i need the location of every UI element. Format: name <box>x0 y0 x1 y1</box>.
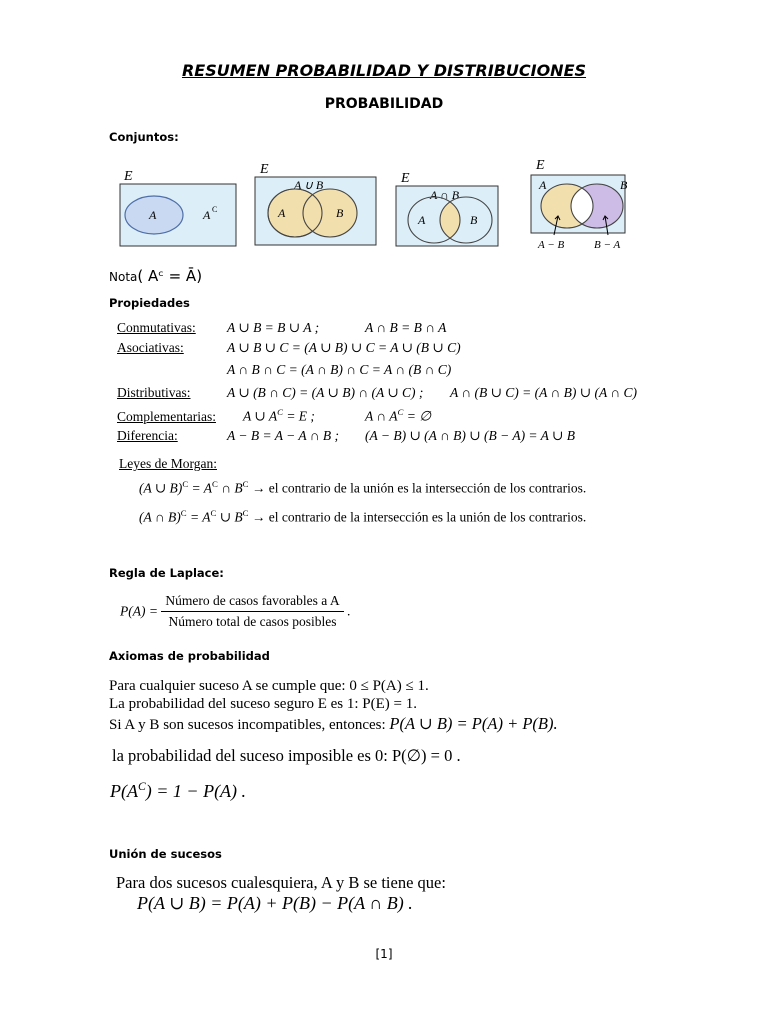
heading-laplace: Regla de Laplace: <box>109 566 224 580</box>
heading-axiomas: Axiomas de probabilidad <box>109 649 270 663</box>
universe-label: E <box>401 171 410 186</box>
laplace-end: . <box>347 603 351 619</box>
document-title: RESUMEN PROBABILIDAD Y DISTRIBUCIONES <box>181 61 587 80</box>
axioma-2: La probabilidad del suceso seguro E es 1: P(E) = 1. <box>109 696 417 712</box>
laplace-fraction <box>161 593 343 630</box>
venn-intersection <box>396 171 498 246</box>
heading-propiedades: Propiedades <box>109 296 190 310</box>
venn-difference <box>531 158 628 251</box>
prop-distributivas-f1: A ∪ (B ∩ C) = (A ∪ B) ∩ (A ∪ C) ; <box>227 385 424 400</box>
venn-complement <box>120 169 236 246</box>
morgan-law-2: (A ∩ $B)^C = A^C$ ∪ $B^C$ → el contrario de la intersección es la unión de los contrarios. <box>139 508 587 525</box>
heading-conjuntos: Conjuntos: <box>109 130 179 144</box>
prop-diferencia-name: Diferencia: <box>117 428 178 443</box>
prop-conmutativas-f1: A ∪ B = B ∪ A ; <box>227 320 320 335</box>
prop-asociativas-name: Asociativas: <box>117 340 184 355</box>
complement-sup: C <box>212 205 218 214</box>
union-formula: P(A ∪ B) = P(A) + P(B) − P(A ∩ B) . <box>137 893 413 913</box>
page-number: [1] <box>375 947 393 961</box>
b-minus-a-label: B − A <box>594 239 621 251</box>
prop-distributivas-name: Distributivas: <box>117 385 191 400</box>
prop-complementarias-f1: A ∪ $A^C = E$ ; <box>243 407 315 424</box>
laplace-lhs: P(A) = <box>120 603 158 619</box>
section-title: PROBABILIDAD <box>324 96 444 112</box>
set-b-label: B <box>336 206 344 220</box>
set-b-circle <box>303 189 357 237</box>
prop-conmutativas-name: Conmutativas: <box>117 320 196 335</box>
prop-complementarias-name: Complementarias: <box>117 409 216 424</box>
union-label: A ∪ B <box>294 178 324 192</box>
nota-formula: ( Aᶜ = Ā) <box>137 267 203 285</box>
laplace-numerator: Número de casos favorables a A <box>161 593 343 612</box>
union-text: Para dos sucesos cualesquiera, A y B se tiene que: <box>116 873 446 892</box>
prop-complementarias-f2: A ∩ $A^C$ = ∅ <box>365 407 431 424</box>
nota-prefix: Nota <box>109 270 138 284</box>
prop-conmutativas-f2: A ∩ B = B ∩ A <box>365 320 447 335</box>
axioma-3: Si A y B son sucesos incompatibles, entonces: P(A ∪ B) = P(A) + P(B). <box>109 714 558 733</box>
universe-label: E <box>536 158 545 173</box>
complement-label: A <box>203 208 211 222</box>
set-a-label: A <box>278 206 286 220</box>
laplace-denominator: Número total de casos posibles <box>168 614 337 629</box>
universe-label: E <box>260 162 269 177</box>
morgan-law-1: (A ∪ $B)^C = A^C$ ∩ $B^C$ → el contrario de la unión es la intersección de los contrarios. <box>139 479 587 496</box>
prop-diferencia-f2: (A − B) ∪ (A ∩ B) ∪ (B − A) = A ∪ B <box>365 428 575 443</box>
axioma-4: la probabilidad del suceso imposible es 0: P(∅) = 0 . <box>112 746 461 765</box>
heading-union: Unión de sucesos <box>109 847 222 861</box>
prop-diferencia-f1: A − B = A − A ∩ B ; <box>227 428 339 443</box>
set-b-label: B <box>620 178 628 192</box>
set-a-label: A <box>149 208 157 222</box>
axioma-5: $P(A^C) = 1 - P(A)$ . <box>110 780 247 801</box>
a-minus-b-label: A − B <box>538 239 565 251</box>
venn-diagrams <box>108 150 628 260</box>
universe-label: E <box>124 169 133 184</box>
nota <box>109 266 202 285</box>
laplace-formula <box>120 593 350 630</box>
venn-union <box>255 162 376 245</box>
axioma-1: Para cualquier suceso A se cumple que: 0 ≤ P(A) ≤ 1. <box>109 678 429 694</box>
intersection-label: A ∩ B <box>430 188 460 202</box>
set-a-label: A <box>418 213 426 227</box>
set-a-label: A <box>539 178 547 192</box>
morgan-title: Leyes de Morgan: <box>119 456 217 471</box>
prop-distributivas-f2: A ∩ (B ∪ C) = (A ∩ B) ∪ (A ∩ C) <box>450 385 637 400</box>
prop-asociativas-f1: A ∪ B ∪ C = (A ∪ B) ∪ C = A ∪ (B ∪ C) <box>227 340 461 355</box>
prop-asociativas-f2: A ∩ B ∩ C = (A ∩ B) ∩ C = A ∩ (B ∩ C) <box>227 362 452 377</box>
set-b-label: B <box>470 213 478 227</box>
